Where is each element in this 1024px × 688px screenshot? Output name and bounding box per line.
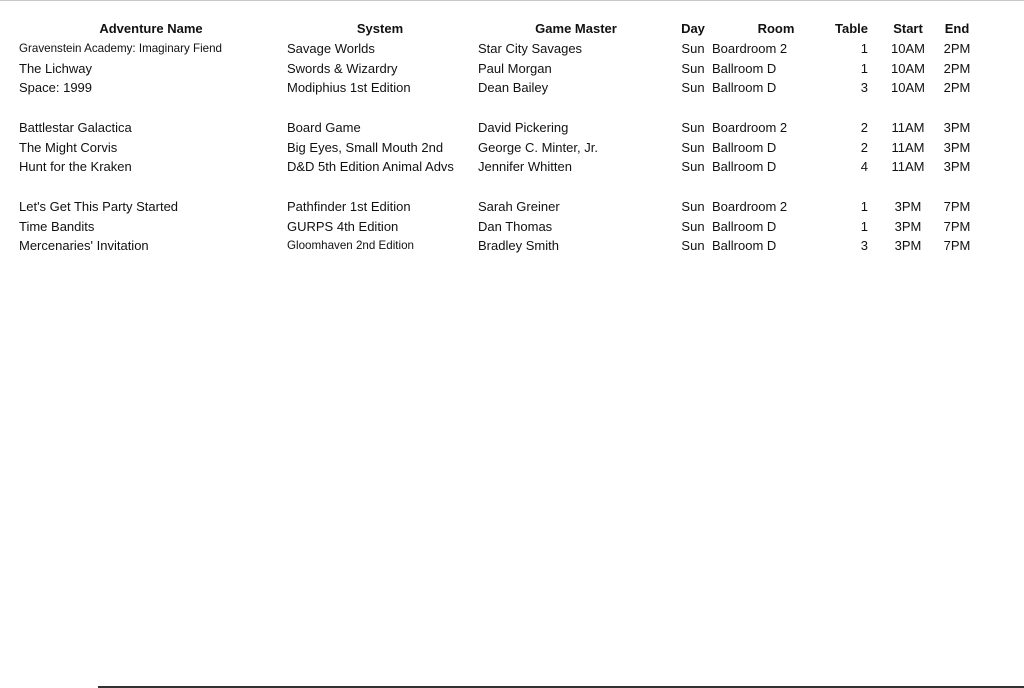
table-cell: 1 bbox=[860, 218, 868, 234]
system-cell: Modiphius 1st Edition bbox=[287, 80, 411, 96]
adventure-name-cell: Space: 1999 bbox=[19, 80, 93, 96]
table-cell: 3 bbox=[860, 80, 868, 96]
end-cell: 3PM bbox=[943, 159, 971, 175]
day-cell: Sun bbox=[681, 159, 705, 175]
table-cell: 2 bbox=[860, 139, 868, 155]
end-cell: 2PM bbox=[943, 40, 971, 56]
game-master-cell: Sarah Greiner bbox=[478, 198, 560, 214]
end-cell: 2PM bbox=[943, 80, 971, 96]
end-cell: 7PM bbox=[943, 238, 971, 254]
end-cell: 2PM bbox=[943, 60, 971, 76]
room-cell: Boardroom 2 bbox=[712, 198, 788, 214]
table-row bbox=[0, 217, 1024, 237]
table-row bbox=[0, 138, 1024, 158]
header-system: System bbox=[356, 21, 404, 36]
schedule-sheet bbox=[0, 19, 1024, 256]
table-row bbox=[0, 197, 1024, 217]
start-cell: 10AM bbox=[891, 80, 925, 96]
group-spacer bbox=[0, 177, 1024, 197]
table-row bbox=[0, 236, 1024, 256]
header-adventure-name: Adventure Name bbox=[99, 21, 203, 36]
header-row bbox=[0, 19, 1024, 39]
start-cell: 3PM bbox=[894, 198, 922, 214]
adventure-name-cell: The Might Corvis bbox=[19, 139, 118, 155]
end-cell: 3PM bbox=[943, 139, 971, 155]
room-cell: Ballroom D bbox=[712, 218, 777, 234]
day-cell: Sun bbox=[681, 60, 705, 76]
header-game-master: Game Master bbox=[535, 21, 617, 36]
table-cell: 1 bbox=[860, 198, 868, 214]
header-day: Day bbox=[681, 21, 705, 36]
game-master-cell: Dean Bailey bbox=[478, 80, 549, 96]
adventure-name-cell: Mercenaries' Invitation bbox=[19, 238, 149, 254]
day-cell: Sun bbox=[681, 139, 705, 155]
system-cell: Pathfinder 1st Edition bbox=[287, 198, 411, 214]
system-cell: Gloomhaven 2nd Edition bbox=[287, 239, 414, 253]
day-cell: Sun bbox=[681, 238, 705, 254]
top-border bbox=[0, 0, 1024, 1]
group-spacer bbox=[0, 98, 1024, 118]
room-cell: Ballroom D bbox=[712, 238, 777, 254]
adventure-name-cell: Gravenstein Academy: Imaginary Fiend bbox=[19, 41, 222, 55]
adventure-name-cell: Time Bandits bbox=[19, 218, 95, 234]
header-room: Room bbox=[757, 21, 795, 36]
room-cell: Ballroom D bbox=[712, 60, 777, 76]
table-row bbox=[0, 39, 1024, 59]
table-row bbox=[0, 157, 1024, 177]
system-cell: Big Eyes, Small Mouth 2nd bbox=[287, 139, 444, 155]
header-table: Table bbox=[835, 21, 868, 36]
header-start: Start bbox=[893, 21, 923, 36]
header-end: End bbox=[944, 21, 970, 36]
table-cell: 1 bbox=[860, 40, 868, 56]
table-cell: 4 bbox=[860, 159, 868, 175]
end-cell: 7PM bbox=[943, 198, 971, 214]
game-master-cell: Star City Savages bbox=[478, 40, 583, 56]
adventure-name-cell: Hunt for the Kraken bbox=[19, 159, 132, 175]
game-master-cell: Dan Thomas bbox=[478, 218, 553, 234]
start-cell: 10AM bbox=[891, 40, 925, 56]
day-cell: Sun bbox=[681, 80, 705, 96]
game-master-cell: George C. Minter, Jr. bbox=[478, 139, 598, 155]
start-cell: 3PM bbox=[894, 218, 922, 234]
day-cell: Sun bbox=[681, 40, 705, 56]
table-cell: 2 bbox=[860, 119, 868, 135]
start-cell: 11AM bbox=[891, 139, 925, 155]
day-cell: Sun bbox=[681, 198, 705, 214]
room-cell: Ballroom D bbox=[712, 139, 777, 155]
start-cell: 11AM bbox=[891, 159, 925, 175]
room-cell: Ballroom D bbox=[712, 80, 777, 96]
game-master-cell: David Pickering bbox=[478, 119, 569, 135]
room-cell: Boardroom 2 bbox=[712, 40, 788, 56]
start-cell: 10AM bbox=[891, 60, 925, 76]
room-cell: Ballroom D bbox=[712, 159, 777, 175]
day-cell: Sun bbox=[681, 119, 705, 135]
adventure-name-cell: Let's Get This Party Started bbox=[19, 198, 179, 214]
table-cell: 3 bbox=[860, 238, 868, 254]
end-cell: 3PM bbox=[943, 119, 971, 135]
room-cell: Boardroom 2 bbox=[712, 119, 788, 135]
start-cell: 11AM bbox=[891, 119, 925, 135]
table-row bbox=[0, 78, 1024, 98]
system-cell: Board Game bbox=[287, 119, 361, 135]
game-master-cell: Bradley Smith bbox=[478, 238, 559, 254]
system-cell: D&D 5th Edition Animal Advs bbox=[287, 159, 454, 175]
day-cell: Sun bbox=[681, 218, 705, 234]
game-master-cell: Jennifer Whitten bbox=[478, 159, 572, 175]
adventure-name-cell: Battlestar Galactica bbox=[19, 119, 132, 135]
system-cell: Savage Worlds bbox=[287, 40, 375, 56]
system-cell: Swords & Wizardry bbox=[287, 60, 398, 76]
game-master-cell: Paul Morgan bbox=[478, 60, 552, 76]
start-cell: 3PM bbox=[894, 238, 922, 254]
table-row bbox=[0, 59, 1024, 79]
adventure-name-cell: The Lichway bbox=[19, 60, 92, 76]
system-cell: GURPS 4th Edition bbox=[287, 218, 399, 234]
end-cell: 7PM bbox=[943, 218, 971, 234]
table-cell: 1 bbox=[860, 60, 868, 76]
table-row bbox=[0, 118, 1024, 138]
